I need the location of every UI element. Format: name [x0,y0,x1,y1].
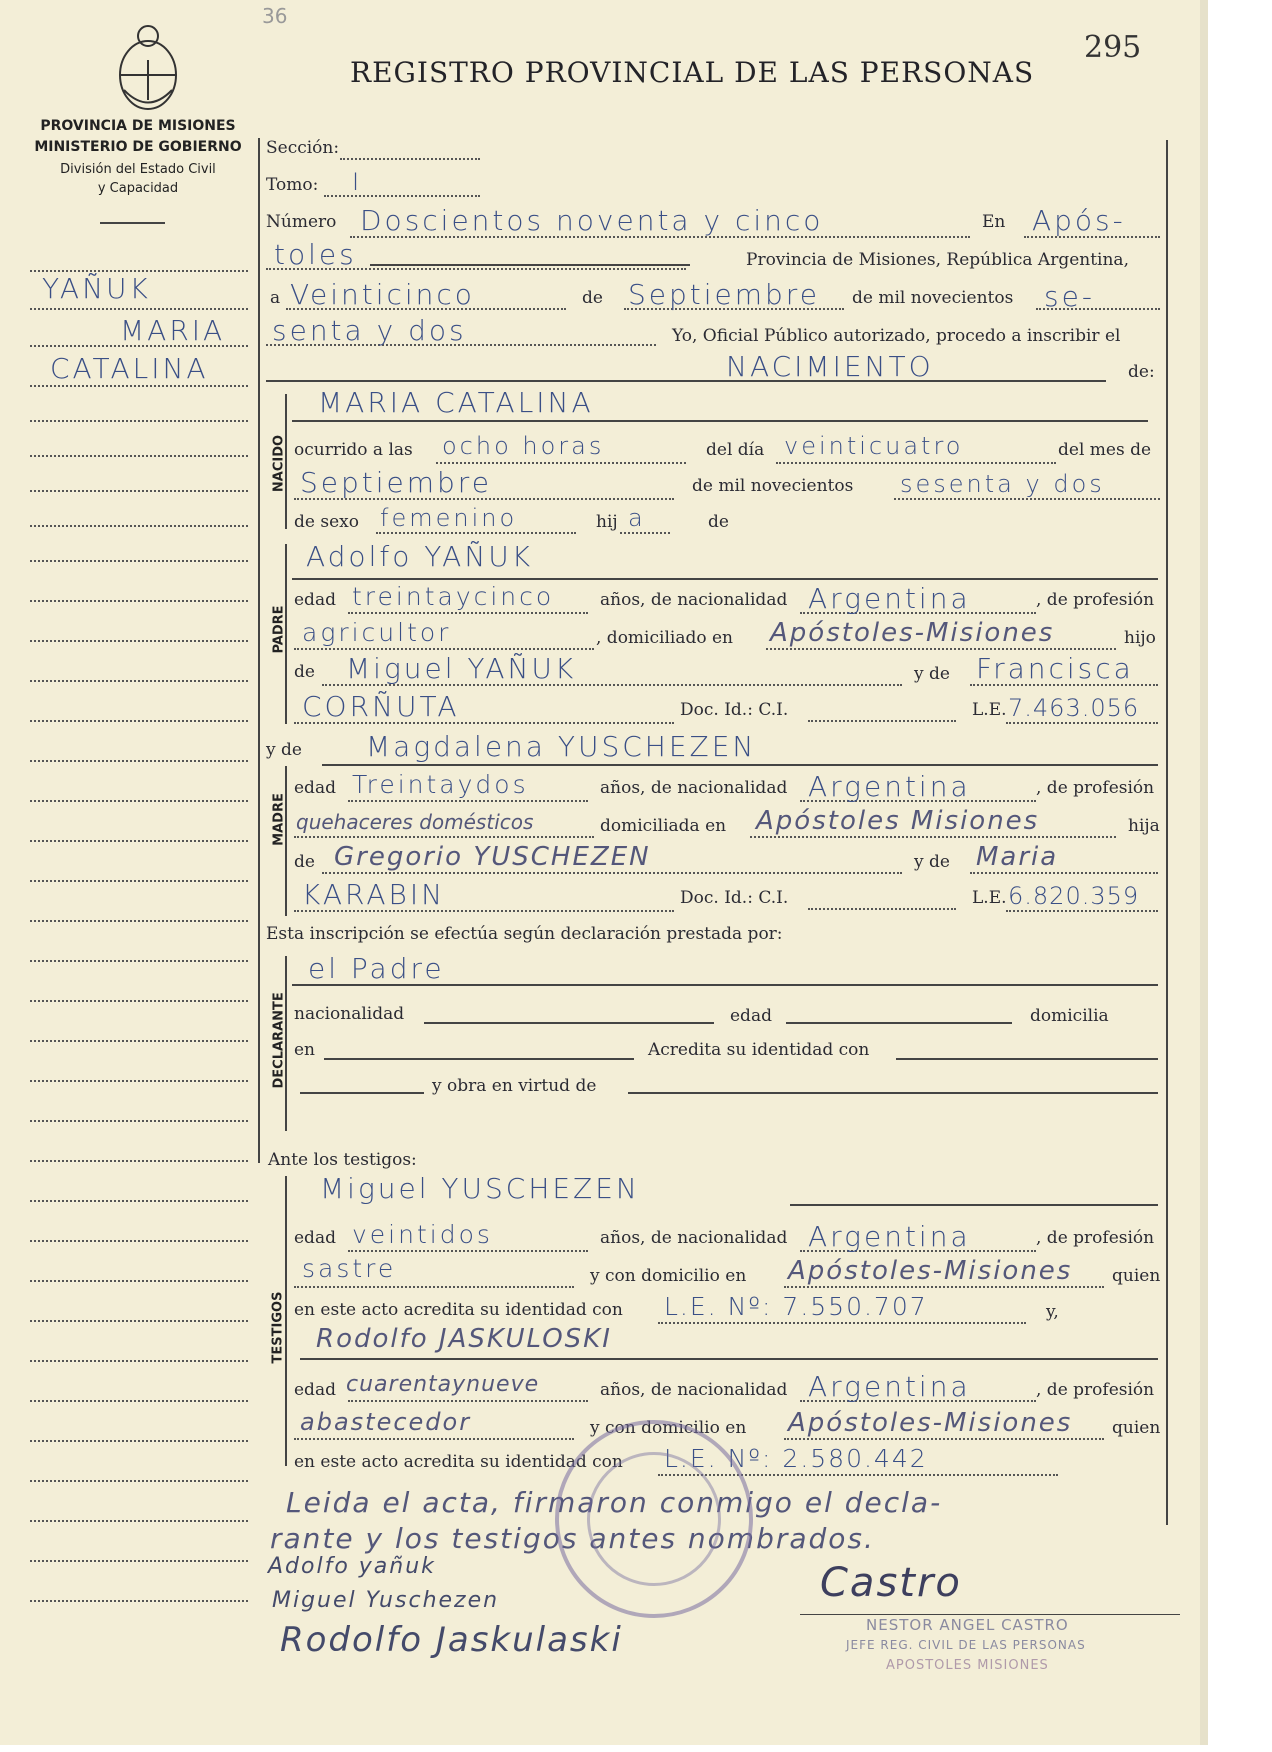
father-domicile: Apóstoles-Misiones [770,618,1055,648]
official-place: APOSTOLES MISIONES [886,1658,1049,1673]
place-value-1: Após- [1032,204,1126,237]
declaracion-intro: Esta inscripción se efectúa según declaración prestada por: [266,924,783,944]
sexo-label: de sexo [294,512,359,532]
numero-value: Doscientos noventa y cinco [360,204,824,237]
header-divider [100,222,165,224]
w1-quien-label: quien [1112,1266,1161,1286]
father-name: Adolfo YAÑUK [306,540,534,573]
official-name: NESTOR ANGEL CASTRO [866,1616,1069,1634]
hij-label: hij [596,512,618,532]
en-label: En [982,212,1006,232]
pencil-mark: 36 [262,4,288,28]
official-seal-stamp [555,1420,753,1618]
witness1-nationality: Argentina [808,1220,971,1253]
madre-le-label: L.E. [972,888,1007,908]
provincia-label: Provincia de Misiones, República Argentina, [746,250,1129,270]
mil-label: de mil novecientos [852,288,1014,308]
closing-line-2: rante y los testigos antes nombrados. [270,1522,875,1555]
mother-le: 6.820.359 [1008,882,1140,910]
maternal-grandfather: Gregorio YUSCHEZEN [334,842,651,872]
witness1-domicile: Apóstoles-Misiones [788,1256,1073,1286]
madre-edad-label: edad [294,778,336,798]
day-value: Veinticinco [290,278,475,311]
father-profession: agricultor [302,618,452,647]
padre-de-label: de [294,662,315,682]
declarante-who: el Padre [308,952,445,985]
ocurrido-label: ocurrido a las [294,440,413,460]
w1-anos-label: años, de nacionalidad [600,1228,788,1248]
madre-doc-label: Doc. Id.: C.I. [680,888,789,908]
madre-y-de2-label: y de [914,852,950,872]
madre-section-label: MADRE [271,793,287,846]
page-edge [1200,0,1208,1745]
madre-hija-label: hija [1128,816,1160,836]
birth-month: Septiembre [300,466,492,499]
padre-anos-label: años, de nacionalidad [600,590,788,610]
birth-hour: ocho horas [442,432,605,460]
madre-de-label: de [294,852,315,872]
header-division: División del Estado Civil [60,162,216,177]
mother-nationality: Argentina [808,770,971,803]
birth-year: sesenta y dos [900,470,1105,498]
year-value-1: se- [1044,280,1095,313]
madre-profesion-label: , de profesión [1036,778,1155,798]
nacido-section-label: NACIDO [271,434,287,493]
mother-age: Treintaydos [352,770,529,799]
padre-y-de-label: y de [914,664,950,684]
padre-doc-label: Doc. Id.: C.I. [680,700,789,720]
madre-y-de-label: y de [266,740,302,760]
page-number: 295 [1084,30,1142,65]
padre-edad-label: edad [294,590,336,610]
margin-first-name: MARIA [120,314,226,347]
witness2-id: L.E. Nº: 2.580.442 [664,1444,928,1473]
w1-acredita-label: en este acto acredita su identidad con [294,1300,623,1320]
w2-profesion-label: , de profesión [1036,1380,1155,1400]
padre-domiciliado-label: , domiciliado en [596,628,733,648]
paternal-grandmother-2: CORÑUTA [302,690,460,723]
header-ministry: MINISTERIO DE GOBIERNO [34,139,242,155]
document-title: REGISTRO PROVINCIAL DE LAS PERSONAS [350,56,1035,89]
madre-domiciliada-label: domiciliada en [600,816,727,836]
w1-edad-label: edad [294,1228,336,1248]
maternal-grandmother-1: Maria [976,842,1059,872]
witness1-name: Miguel YUSCHEZEN [320,1172,640,1205]
child-name: MARIA CATALINA [318,386,594,419]
witness1-age: veintidos [352,1220,493,1249]
header-capacity: y Capacidad [97,181,179,196]
padre-hijo-label: hijo [1124,628,1156,648]
de-label: de [582,288,603,308]
w1-y-label: y, [1046,1302,1059,1322]
witness2-age: cuarentaynueve [346,1372,540,1397]
father-age: treintaycinco [352,582,555,611]
nacido-mil-label: de mil novecientos [692,476,854,496]
numero-label: Número [266,212,337,232]
father-nationality: Argentina [808,582,971,615]
hij-suffix: a [628,504,646,532]
signature-witness-2: Rodolfo Jaskulaski [280,1620,623,1660]
witness2-nationality: Argentina [808,1370,971,1403]
act-type: NACIMIENTO [726,350,934,383]
testigos-section-label: TESTIGOS [270,1291,286,1364]
nacido-de-label: de [708,512,729,532]
signature-witness-1: Miguel Yuschezen [272,1588,500,1613]
witness2-domicile: Apóstoles-Misiones [788,1408,1073,1438]
witness1-profession: sastre [302,1254,397,1283]
del-dia-label: del día [706,440,765,460]
declarante-obra-label: y obra en virtud de [432,1076,597,1096]
declarante-nacionalidad-label: nacionalidad [294,1004,405,1024]
w1-profesion-label: , de profesión [1036,1228,1155,1248]
witness2-name: Rodolfo JASKULOSKI [316,1324,612,1354]
madre-anos-label: años, de nacionalidad [600,778,788,798]
padre-profesion-label: , de profesión [1036,590,1155,610]
header-province: PROVINCIA DE MISIONES [40,118,236,134]
witness1-id: L.E. Nº: 7.550.707 [664,1292,928,1321]
mother-domicile: Apóstoles Misiones [756,806,1040,836]
declarante-edad-label: edad [730,1006,772,1026]
witness2-profession: abastecedor [300,1408,472,1436]
coat-of-arms-icon [108,20,188,120]
form-left-border [258,138,260,1163]
oficial-label: Yo, Oficial Público autorizado, procedo a inscribir el [672,326,1121,346]
paternal-grandfather: Miguel YAÑUK [346,652,577,685]
declarante-section-label: DECLARANTE [271,992,287,1089]
w2-quien-label: quien [1112,1418,1161,1438]
maternal-grandmother-2: KARABIN [302,878,446,911]
del-mes-label: del mes de [1058,440,1152,460]
w2-acredita-label: en este acto acredita su identidad con [294,1452,623,1472]
de-colon-label: de: [1128,362,1155,382]
place-value-2: toles [274,238,357,271]
sex-value: femenino [380,504,518,532]
testigos-intro: Ante los testigos: [268,1150,417,1170]
form-right-border [1166,140,1168,1525]
w2-edad-label: edad [294,1380,336,1400]
margin-second-name: CATALINA [50,352,209,385]
paternal-grandmother-1: Francisca [976,652,1134,685]
official-signature: Castro [820,1560,962,1606]
year-value-2: senta y dos [272,314,467,347]
declarante-domicilia-label: domicilia [1030,1006,1109,1026]
tomo-label: Tomo: [266,175,319,195]
official-title: JEFE REG. CIVIL DE LAS PERSONAS [846,1638,1086,1652]
signature-father: Adolfo yañuk [268,1554,436,1579]
margin-surname: YAÑUK [42,272,151,305]
padre-section-label: PADRE [271,605,287,654]
month-value: Septiembre [628,278,820,311]
closing-line-1: Leida el acta, firmaron conmigo el decla- [286,1486,943,1519]
w2-domicilio-label: y con domicilio en [590,1418,747,1438]
seccion-label: Sección: [266,138,340,158]
father-le: 7.463.056 [1008,694,1140,722]
tomo-value: I [352,168,363,196]
padre-le-label: L.E. [972,700,1007,720]
birth-day: veinticuatro [784,432,964,460]
a-label: a [270,288,281,308]
declarante-acredita-label: Acredita su identidad con [648,1040,870,1060]
w1-domicilio-label: y con domicilio en [590,1266,747,1286]
mother-name: Magdalena YUSCHEZEN [366,730,757,763]
w2-anos-label: años, de nacionalidad [600,1380,788,1400]
mother-profession: quehaceres domésticos [296,810,534,834]
declarante-en-label: en [294,1040,316,1060]
